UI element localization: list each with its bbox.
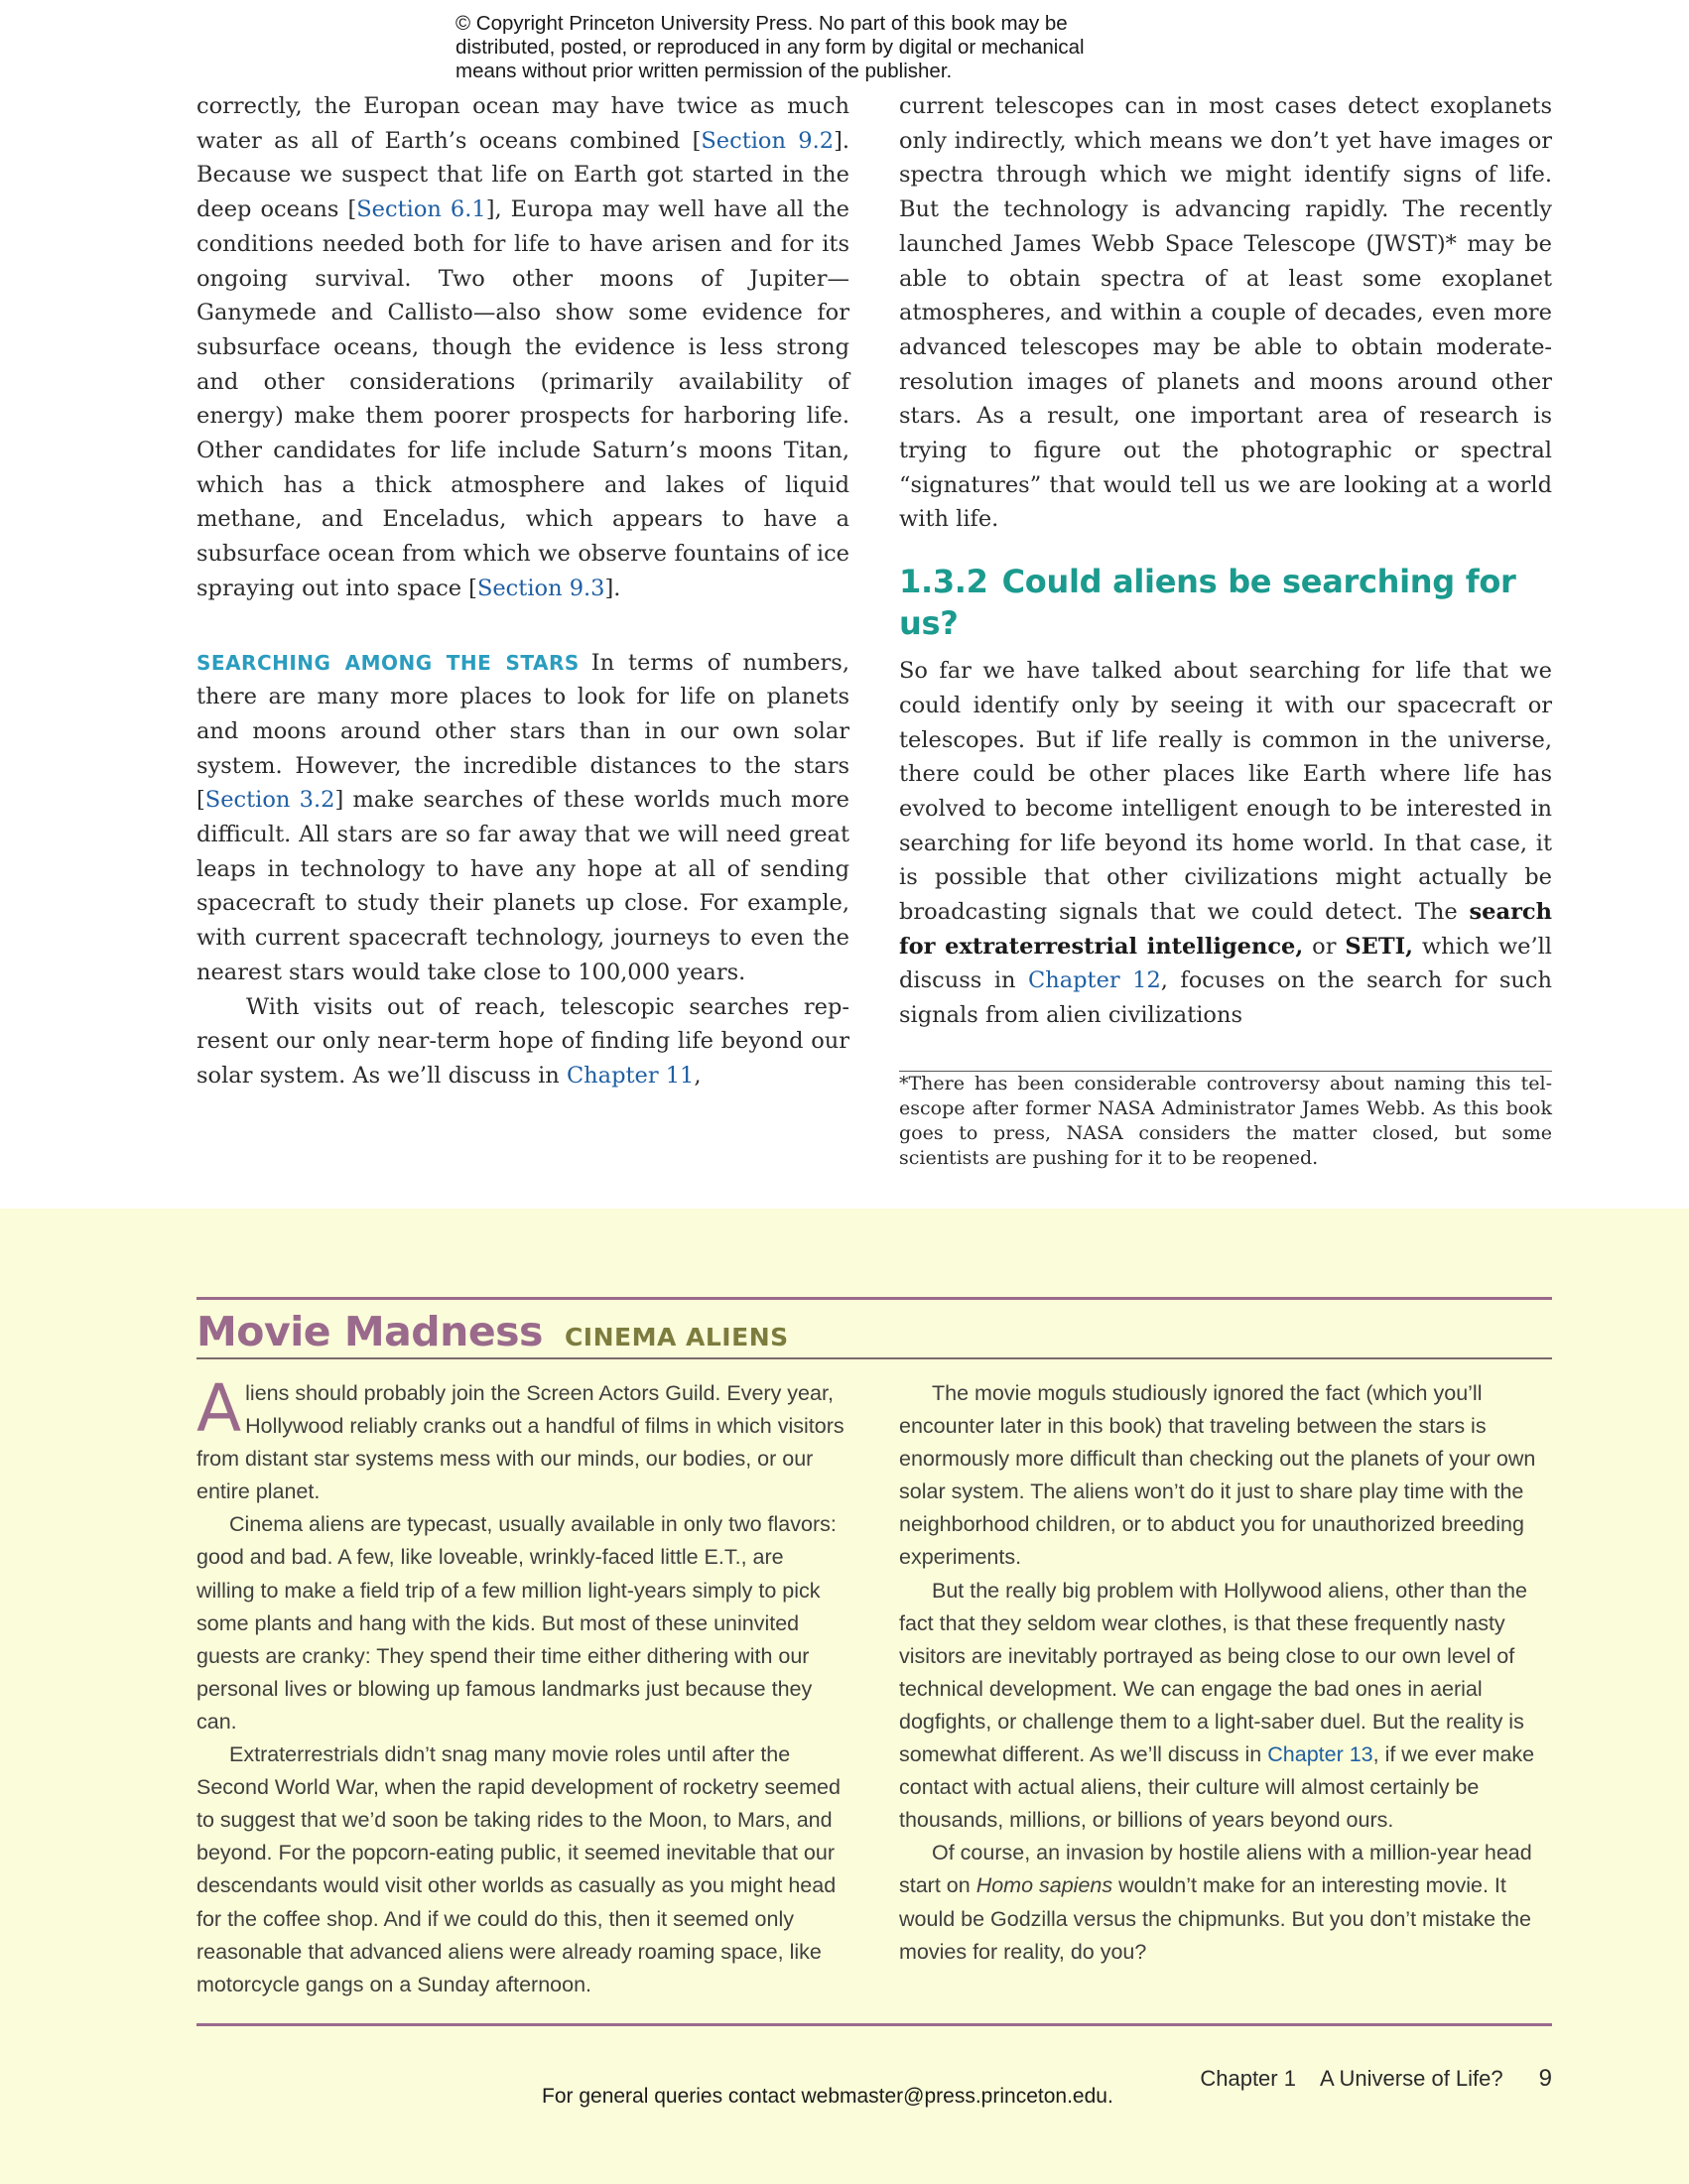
chapter-13-link[interactable]: Chapter 13 — [1267, 1742, 1373, 1767]
sidebar-title-main: Movie Madness — [196, 1308, 543, 1355]
footer-chapter: Chapter 1 — [1200, 2066, 1296, 2091]
section-title: Could aliens be searching for us? — [899, 563, 1516, 643]
copyright-line: © Copyright Princeton University Press. No part of this book may be — [455, 12, 1068, 35]
drop-cap: A — [196, 1370, 242, 1447]
key-term: SETI, — [1345, 933, 1413, 960]
section-3-2-link[interactable]: Section 3.2 — [204, 787, 335, 814]
page-number: 9 — [1538, 2065, 1552, 2092]
section-9-3-link[interactable]: Section 9.3 — [476, 575, 605, 601]
section-6-1-link[interactable]: Section 6.1 — [356, 196, 486, 223]
section-9-2-link[interactable]: Section 9.2 — [701, 127, 835, 154]
right-text-column — [899, 89, 1552, 1171]
movie-madness-sidebar — [0, 1209, 1689, 2184]
sidebar-subtitle: CINEMA ALIENS — [564, 1323, 789, 1351]
sidebar-left-column — [196, 1370, 847, 2001]
left-text-column — [196, 89, 849, 1093]
paragraph: The movie moguls studiously ignored the fact (which you’ll encounter later in this book) that traveling between the stars is enormously more difficult than checking out the planets of your own solar system. The aliens won’t do it just to share play time with the neighborhood children, or to abduct you for unauthorized breeding experiments. — [899, 1381, 1536, 1570]
sidebar-right-column — [899, 1377, 1550, 1969]
paragraph: Cinema aliens are typecast, usually available in only two flavors: good and bad. A few, like loveable, wrinkly-faced little E.T., are willing to make a field trip of a few million light-years simply to pick some plants and hang with the kids. But most of these uninvited guests are cranky: They spend their time either dithering with our personal lives or blowing up famous landmarks just because they can. — [196, 1512, 837, 1734]
section-heading — [899, 561, 1552, 644]
queries-notice: For general queries contact webmaster@press.princeton.edu. — [542, 2085, 1113, 2108]
footer-chapter-title: A Universe of Life? — [1319, 2066, 1503, 2091]
paragraph: With visits out of reach, telescopic searches represent our only near-term hope of finding life beyond our solar system. As we’ll discuss in Chapter 11, — [196, 993, 849, 1089]
sidebar-top-rule — [196, 1297, 1552, 1300]
section-number: 1.3.2 — [899, 563, 988, 601]
paragraph: correctly, the Europan ocean may have twice as much water as all of Earth’s oceans combined [Section 9.2]. Because we suspect that life on Earth got started in the deep oceans [Section 6.1], Europa may well have all the conditions needed both for life to have arisen and for its ongoing survival. Two other moons of Jupiter—Ganymede and Callisto—also show some evidence for subsurface oceans, though the evidence is less strong and other considerations (primarily availability of energy) make them poorer prospects for harboring life. Other candidates for life include Saturn’s moons Titan, which has a thick atmosphere and lakes of liquid methane, and Enceladus, which appears to have a subsurface ocean from which we observe fountains of ice spraying out into space [Section 9.3]. — [196, 93, 850, 601]
paragraph: SEARCHING AMONG THE STARS In terms of numbers, there are many more places to look for life on planets and moons around other stars than in our own solar system. However, the incredible distances to the stars [Section 3.2] make searches of these worlds much more difficult. All stars are so far away that we will need great leaps in technology to have any hope at all of sending spacecraft to study their planets up close. For example, with current spacecraft technology, journeys to even the nearest stars would take close to 100,000 years. — [196, 649, 849, 985]
paragraph: So far we have talked about searching for life that we could identify only by seeing it with our spacecraft or telescopes. But if life really is common in the universe, there could be other places like Earth where life has evolved to become intelligent enough to be interested in searching for life beyond its home world. In that case, it is possible that other civilizations might actually be broadcasting signals that we could detect. The search for extraterrestrial intelligence, or SETI, which we’ll discuss in Chapter 12, focuses on the search for such signals from alien civilizations — [899, 658, 1552, 1029]
paragraph: Of course, an invasion by hostile aliens with a million-year head start on Homo sapiens wouldn’t make for an interesting movie. It would be Godzilla versus the chipmunks. But you don’t mistake the movies for reality, do you? — [899, 1841, 1532, 1964]
chapter-12-link[interactable]: Chapter 12 — [1028, 967, 1161, 994]
sidebar-bottom-rule — [196, 2023, 1552, 2026]
paragraph: current telescopes can in most cases detect exoplanets only indirectly, which means we don’t yet have images or spectra through which we might identify signs of life. But the technology is advancing rapidly. The recently launched James Webb Space Telescope (JWST)* may be able to obtain spectra of at least some exoplanet atmospheres, and within a couple of decades, even more advanced telescopes may be able to obtain moderate-resolution images of planets and moons around other stars. As a result, one important area of research is trying to figure out the photographic or spectral “signatures” that would tell us we are looking at a world with life. — [899, 93, 1552, 533]
key-term: search for extraterrestrial intelligence, — [899, 899, 1552, 960]
copyright-notice — [455, 12, 1210, 83]
footnote: *There has been considerable controversy about naming this telescope after former NASA Administrator James Webb. As this book goes to press, NASA considers the matter closed, but some scientists are pushing for it to be reopened. — [899, 1072, 1552, 1169]
paragraph: Aliens should probably join the Screen Actors Guild. Every year, Hollywood reliably cranks out a handful of films in which visitors from distant star systems mess with our minds, our bodies, or our entire planet. — [196, 1370, 844, 1504]
running-footer — [1200, 2065, 1552, 2093]
paragraph: Extraterrestrials didn’t snag many movie roles until after the Second World War, when the rapid development of rocketry seemed to suggest that we’d soon be taking rides to the Moon, to Mars, and beyond. For the popcorn-eating public, it seemed inevitable that our descendants would visit other worlds as casually as you might head for the coffee shop. And if we could do this, then it seemed only reasonable that advanced aliens were already roaming space, like motorcycle gangs on a Sunday afternoon. — [196, 1742, 841, 1996]
sidebar-title-rule — [196, 1357, 1552, 1359]
sidebar-title — [196, 1308, 1552, 1357]
paragraph: But the really big problem with Hollywood aliens, other than the fact that they seldom wear clothes, is that these frequently nasty visitors are inevitably portrayed as being close to our own level of technical development. We can engage the bad ones in aerial dogfights, or challenge them to a light-saber duel. But the reality is somewhat different. As we’ll discuss in Chapter 13, if we ever make contact with actual aliens, their culture will almost certainly be thousands, millions, or billions of years beyond ours. — [899, 1578, 1535, 1833]
chapter-11-link[interactable]: Chapter 11 — [566, 1062, 695, 1089]
copyright-line: distributed, posted, or reproduced in any form by digital or mechanical — [455, 36, 1085, 59]
run-in-heading: SEARCHING AMONG THE STARS — [196, 650, 580, 675]
copyright-line: means without prior written permission of the publisher. — [455, 60, 953, 82]
